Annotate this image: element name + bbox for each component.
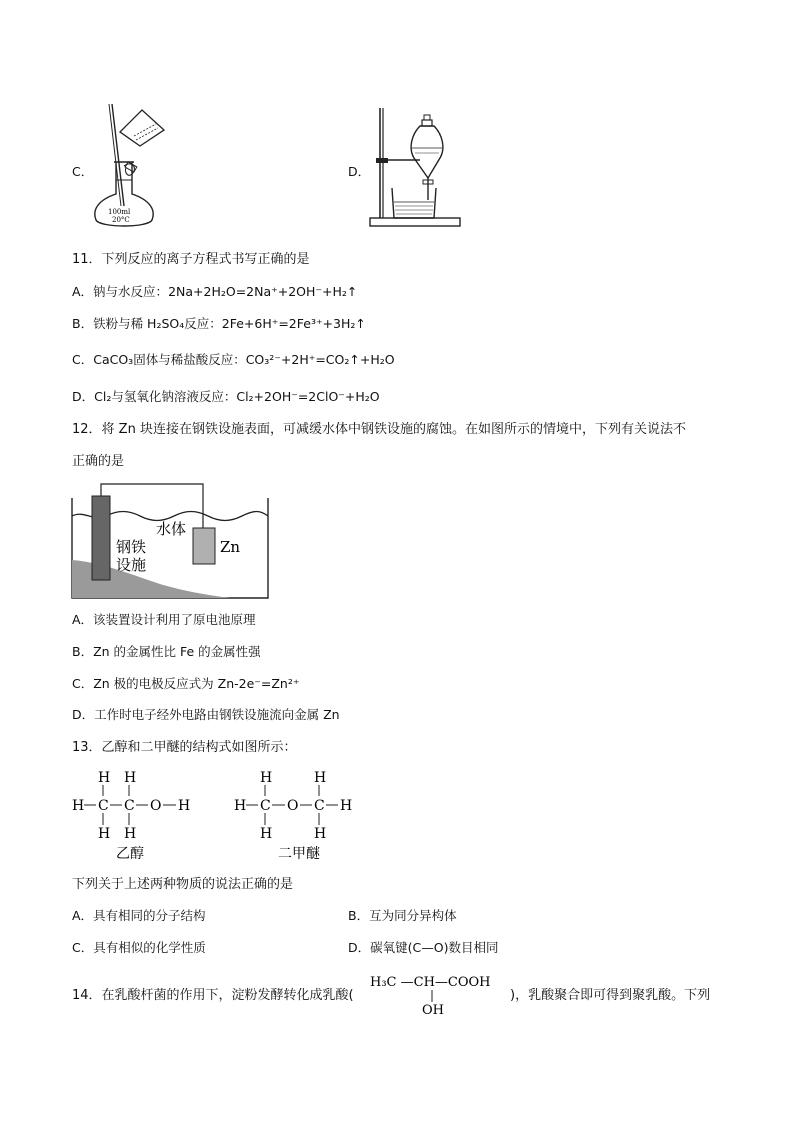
q11-d-label: D．Cl₂与氢氧化钠溶液反应： (72, 389, 237, 404)
q11-stem: 11．下列反应的离子方程式书写正确的是 (72, 252, 310, 267)
svg-text:H: H (124, 770, 137, 786)
steel-label-1: 钢铁 (116, 538, 147, 556)
svg-text:H: H (314, 826, 327, 842)
volumetric-flask-figure (88, 102, 178, 232)
svg-text:C: C (260, 798, 271, 814)
q12-option-b[interactable]: B．Zn 的金属性比 Fe 的金属性强 (72, 644, 261, 659)
q11-option-b[interactable] (72, 316, 366, 332)
steel-label-2: 设施 (116, 556, 147, 574)
lactic-acid-main-chain: H₃C —CH—COOH (370, 975, 491, 990)
svg-text:H: H (234, 798, 247, 814)
q11-a-equation: 2Na+2H₂O=2Na⁺+2OH⁻+H₂↑ (168, 284, 358, 299)
svg-text:H: H (72, 798, 85, 814)
q12-stem-line1: 12．将 Zn 块连接在钢铁设施表面，可减缓水体中钢铁设施的腐蚀。在如图所示的情境中，下列有关说法不 (72, 422, 686, 437)
water-label: 水体 (156, 520, 187, 538)
q11-d-equation: Cl₂+2OH⁻=2ClO⁻+H₂O (236, 389, 380, 404)
q14-stem-start: 14．在乳酸杆菌的作用下，淀粉发酵转化成乳酸( (72, 988, 354, 1003)
q11-b-equation: 2Fe+6H⁺=2Fe³⁺+3H₂↑ (221, 316, 366, 331)
q13-question: 下列关于上述两种物质的说法正确的是 (72, 877, 294, 892)
q10-option-d-label: D． (348, 164, 371, 179)
svg-text:C: C (314, 798, 325, 814)
ethanol-name: 乙醇 (116, 846, 144, 862)
flask-volume-label: 100ml (108, 208, 131, 216)
svg-text:O: O (287, 798, 299, 814)
q12-stem-line2: 正确的是 (72, 454, 125, 469)
q13-option-a[interactable]: A．具有相同的分子结构 (72, 908, 206, 923)
q13-stem: 13．乙醇和二甲醚的结构式如图所示： (72, 740, 297, 755)
lactic-acid-formula (368, 970, 512, 1018)
q11-a-label: A．钠与水反应： (72, 284, 169, 299)
q11-c-label: C．CaCO₃固体与稀盐酸反应： (72, 352, 246, 367)
q10-option-c-label: C． (72, 164, 94, 179)
q11-option-a[interactable] (72, 284, 357, 300)
corrosion-protection-figure (70, 478, 270, 600)
q11-option-c[interactable] (72, 352, 395, 368)
q13-option-d[interactable]: D．碳氧键(C—O)数目相同 (348, 940, 499, 955)
q11-option-d[interactable] (72, 389, 380, 405)
q12-option-c[interactable]: C．Zn 极的电极反应式为 Zn-2e⁻=Zn²⁺ (72, 676, 300, 691)
svg-text:H: H (98, 770, 111, 786)
q12-option-d[interactable]: D．工作时电子经外电路由钢铁设施流向金属 Zn (72, 707, 340, 722)
q11-c-equation: CO₃²⁻+2H⁺=CO₂↑+H₂O (245, 352, 395, 367)
lactic-acid-oh: OH (422, 1003, 444, 1018)
ethanol-structure (70, 766, 200, 862)
svg-text:H: H (260, 770, 273, 786)
svg-text:H: H (260, 826, 273, 842)
svg-text:H: H (178, 798, 191, 814)
svg-text:H: H (340, 798, 353, 814)
separatory-funnel-figure (368, 106, 468, 230)
flask-temp-label: 20°C (112, 216, 130, 224)
svg-text:H: H (98, 826, 111, 842)
svg-text:C: C (98, 798, 109, 814)
q13-option-b[interactable]: B．互为同分异构体 (348, 908, 457, 923)
q14-stem-end: )，乳酸聚合即可得到聚乳酸。下列 (510, 988, 711, 1003)
ether-name: 二甲醚 (278, 846, 320, 862)
svg-text:H: H (314, 770, 327, 786)
svg-text:C: C (124, 798, 135, 814)
svg-text:O: O (150, 798, 162, 814)
q12-option-a[interactable]: A．该装置设计利用了原电池原理 (72, 612, 256, 627)
q11-b-label: B．铁粉与稀 H₂SO₄反应： (72, 316, 222, 331)
zn-label: Zn (220, 538, 241, 556)
dimethyl-ether-structure (232, 766, 362, 862)
q13-option-c[interactable]: C．具有相似的化学性质 (72, 940, 206, 955)
svg-text:H: H (124, 826, 137, 842)
